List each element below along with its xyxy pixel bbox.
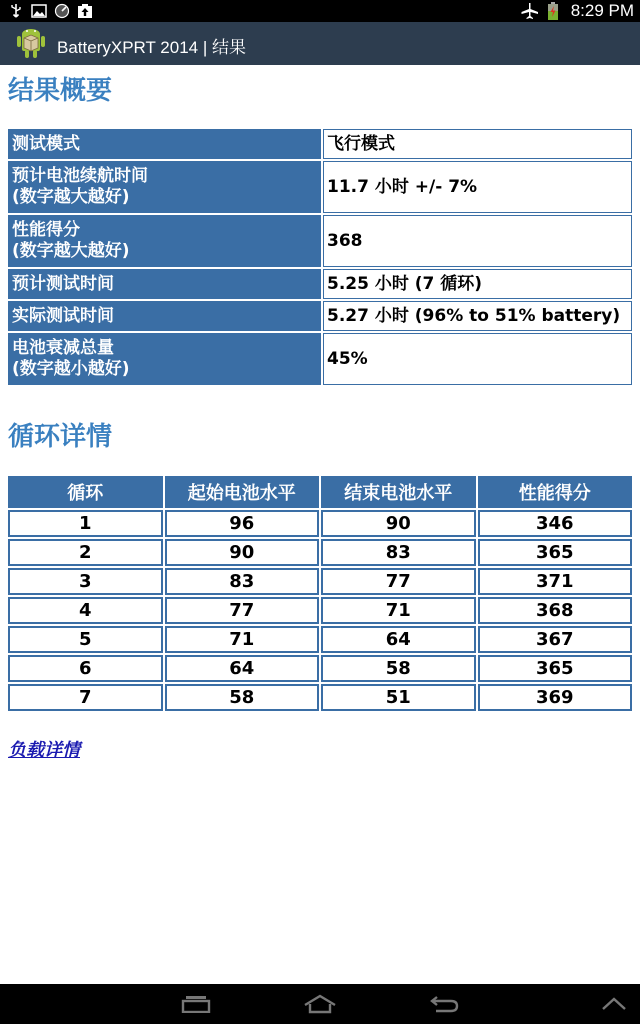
summary-value-text: 368: [327, 230, 363, 251]
cell-start-battery: 71: [165, 626, 320, 653]
column-header-end-battery: 结束电池水平: [321, 476, 476, 508]
upload-icon: [77, 3, 93, 19]
expand-up-icon: [601, 996, 627, 1012]
summary-key: [8, 161, 321, 213]
table-row: [8, 568, 632, 595]
summary-key: [8, 301, 321, 331]
recent-apps-button[interactable]: [172, 990, 220, 1018]
gauge-icon: [54, 3, 70, 19]
cell-end-battery: 90: [321, 510, 476, 537]
summary-table: [6, 127, 634, 387]
summary-key-text: 性能得分 (数字越大越好): [12, 220, 130, 261]
summary-key-text: 预计电池续航时间 (数字越大越好): [12, 166, 148, 207]
load-details-link[interactable]: 负载详情: [8, 740, 80, 761]
summary-row: [8, 301, 632, 331]
summary-key: [8, 269, 321, 299]
cell-cycle: 7: [8, 684, 163, 711]
cell-performance: 368: [478, 597, 633, 624]
table-row: [8, 510, 632, 537]
summary-key: [8, 129, 321, 159]
back-icon: [429, 994, 459, 1014]
cell-start-battery: 90: [165, 539, 320, 566]
summary-value: [323, 129, 632, 159]
cell-performance: 346: [478, 510, 633, 537]
summary-key: [8, 333, 321, 385]
cell-end-battery: 64: [321, 626, 476, 653]
summary-heading: 结果概要: [8, 76, 113, 106]
status-bar: [0, 0, 640, 22]
cell-performance: 365: [478, 539, 633, 566]
summary-value-text: 5.27 小时 (96% to 51% battery): [327, 305, 621, 326]
summary-value-text: 飞行模式: [327, 133, 395, 154]
cycles-heading: 循环详情: [8, 422, 113, 452]
home-icon: [303, 994, 337, 1014]
cell-cycle: 2: [8, 539, 163, 566]
action-bar: [0, 22, 640, 65]
airplane-mode-icon: [519, 2, 539, 20]
column-header-start-battery: 起始电池水平: [165, 476, 320, 508]
cell-end-battery: 77: [321, 568, 476, 595]
summary-row: [8, 129, 632, 159]
cell-start-battery: 83: [165, 568, 320, 595]
column-header-performance: 性能得分: [478, 476, 633, 508]
column-header-cycle: 循环: [8, 476, 163, 508]
home-button[interactable]: [296, 990, 344, 1018]
summary-value: [323, 333, 632, 385]
expand-button[interactable]: [590, 990, 638, 1018]
cell-end-battery: 51: [321, 684, 476, 711]
back-button[interactable]: [420, 990, 468, 1018]
summary-value-text: 11.7 小时 +/- 7%: [327, 176, 478, 197]
cell-cycle: 4: [8, 597, 163, 624]
cell-cycle: 1: [8, 510, 163, 537]
cell-cycle: 3: [8, 568, 163, 595]
summary-key-text: 实际测试时间: [12, 305, 114, 326]
cell-performance: 369: [478, 684, 633, 711]
recent-apps-icon: [181, 995, 211, 1013]
summary-row: [8, 161, 632, 213]
summary-row: [8, 333, 632, 385]
cell-end-battery: 71: [321, 597, 476, 624]
cell-end-battery: 83: [321, 539, 476, 566]
cell-cycle: 6: [8, 655, 163, 682]
android-package-icon[interactable]: [14, 26, 48, 60]
table-row: [8, 655, 632, 682]
summary-key: [8, 215, 321, 267]
cycles-table: [6, 474, 634, 713]
table-row: [8, 684, 632, 711]
table-row: [8, 597, 632, 624]
summary-key-text: 预计测试时间: [12, 273, 114, 294]
notification-icons: [8, 2, 93, 20]
summary-value: [323, 161, 632, 213]
cycles-header-row: [8, 476, 632, 508]
usb-icon: [8, 3, 24, 19]
image-icon: [31, 3, 47, 19]
cell-performance: 371: [478, 568, 633, 595]
summary-value: [323, 269, 632, 299]
summary-key-text: 测试模式: [12, 133, 80, 154]
system-icons: [519, 1, 634, 21]
cell-start-battery: 58: [165, 684, 320, 711]
table-row: [8, 626, 632, 653]
summary-value-text: 45%: [327, 348, 368, 369]
cell-performance: 367: [478, 626, 633, 653]
cell-start-battery: 96: [165, 510, 320, 537]
summary-value: [323, 215, 632, 267]
cell-start-battery: 64: [165, 655, 320, 682]
summary-row: [8, 215, 632, 267]
cell-cycle: 5: [8, 626, 163, 653]
battery-icon: [547, 2, 559, 20]
cell-end-battery: 58: [321, 655, 476, 682]
summary-row: [8, 269, 632, 299]
summary-value: [323, 301, 632, 331]
app-title: BatteryXPRT 2014 | 结果: [57, 38, 246, 57]
navigation-bar: [0, 984, 640, 1024]
cell-start-battery: 77: [165, 597, 320, 624]
cell-performance: 365: [478, 655, 633, 682]
summary-key-text: 电池衰减总量 (数字越小越好): [12, 338, 130, 379]
summary-value-text: 5.25 小时 (7 循环): [327, 273, 483, 294]
table-row: [8, 539, 632, 566]
clock: 8:29 PM: [570, 1, 634, 20]
